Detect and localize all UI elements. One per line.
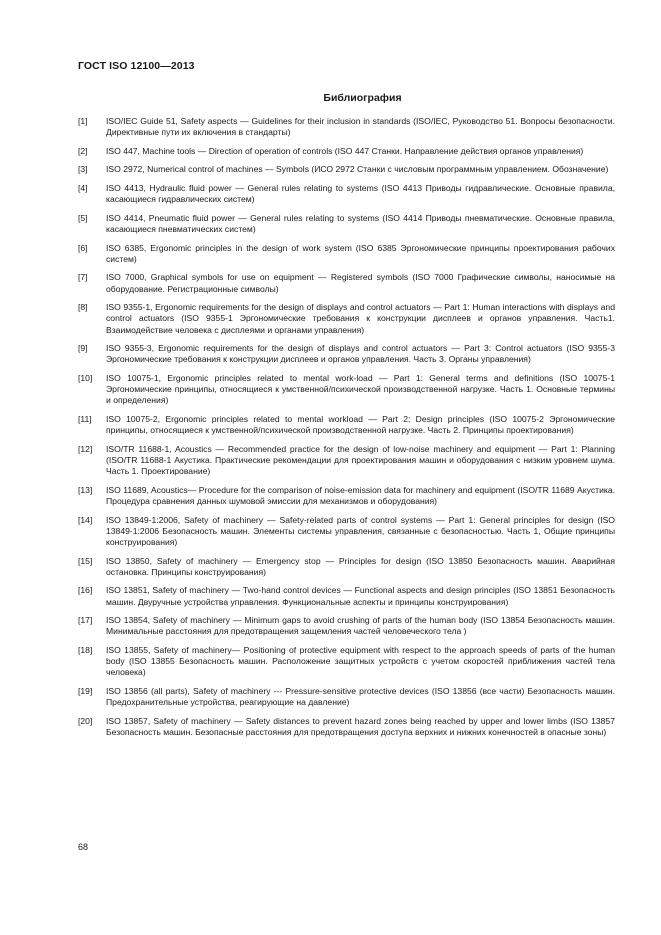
bibliography-item-text: ISO 6385, Ergonomic principles in the design of work system (ISO 6385 Эргономические принципы проектирования рабочих систем) [106,242,615,264]
bibliography-item-text: ISO 13856 (all parts), Safety of machinery --- Pressure-sensitive protective devices (ISO 13856 (все части) Безопасность машин. Предохранительные устройства, реагирующие на давление) [106,685,615,708]
bibliography-item-number: [17] [78,615,93,626]
bibliography-item [78,485,615,507]
bibliography-item-number: [7] [78,272,88,283]
bibliography-item-number: [6] [78,242,88,253]
bibliography-item-number: [3] [78,164,88,175]
page-number: 68 [78,842,89,852]
bibliography-item-text: ISO 13854, Safety of machinery — Minimum gaps to avoid crushing of parts of the human body (ISO 13854 Безопасность машин. Минимальные расстояния для предотвращения защемления частей человеческого тела ) [106,615,615,637]
bibliography-item-number: [2] [78,145,88,156]
bibliography-item-text: ISO 9355-3, Ergonomic requirements for the design of displays and control actuators — Part 3: Control actuators (ISO 9355-3 Эргономические требования к конструкции дисплеев и органов управления. Часть 3. Органы управления) [106,343,615,365]
bibliography-item-number: [10] [78,372,93,383]
bibliography-item-text: ISO 447, Machine tools — Direction of operation of controls (ISO 447 Станки. Направление действия органов управления) [106,145,584,156]
bibliography-item-text: ISO 7000, Graphical symbols for use on equipment — Registered symbols (ISO 7000 Графические символы, наносимые на оборудование. Регистрационные символы) [106,272,615,294]
bibliography-item-text: ISO 10075-2, Ergonomic principles related to mental workload — Part 2: Design principles (ISO 10075-2 Эргономические принципы, относящиеся к умственной/психической производственной нагрузке. Часть 2. Принципы проектирования) [106,413,615,436]
bibliography-item [78,645,615,679]
bibliography-item-text: ISO 13857, Safety of machinery — Safety distances to prevent hazard zones being reached by upper and lower limbs (ISO 13857 Безопасность машин. Безопасные расстояния для предотвращения доступа верхних и нижних конечностей в опасные зоны) [106,715,615,737]
bibliography-item [78,272,615,294]
bibliography-item [78,615,615,637]
bibliography-item [78,444,615,478]
bibliography-item-text: ISO 13850, Safety of machinery — Emergency stop — Principles for design (ISO 13850 Безопасность машин. Аварийная остановка. Принципы конструирования) [106,555,615,577]
bibliography-item-number: [12] [78,443,93,454]
bibliography-item [78,515,615,549]
bibliography-item [78,373,615,407]
bibliography-item-number: [15] [78,555,93,566]
bibliography-item-number: [18] [78,644,93,655]
bibliography-item [78,183,615,205]
bibliography-item-text: ISO 10075-1, Ergonomic principles related to mental work-load — Part 1: General terms and definitions (ISO 10075-1 Эргономические принципы, относящиеся к умственной/психической производственной нагрузке. Часть 1. Основные термины и определения) [106,372,615,406]
bibliography-item-number: [8] [78,302,88,313]
bibliography-item-number: [1] [78,116,88,126]
bibliography-item-number: [5] [78,212,88,223]
bibliography-item [78,213,615,235]
bibliography-item [78,585,615,607]
bibliography-item [78,146,615,157]
section-title: Библиография [323,92,402,104]
bibliography-item-number: [19] [78,685,93,696]
bibliography-item-number: [4] [78,182,88,193]
bibliography-item [78,716,615,738]
bibliography-item-text: ISO 13849-1:2006, Safety of machinery — Safety-related parts of control systems — Part 1: General principles for design (ISO 13849-1:2006 Безопасность машин. Элементы системы управления, связанные с безопасностью. Часть 1, Общие принципы конструирования) [106,514,615,547]
bibliography-item-text: ISO 2972, Numerical control of machines — Symbols (ИСО 2972 Станки с числовым программным управлением. Обозначение) [106,164,609,175]
bibliography-item [78,414,615,436]
bibliography-item-text: ISO 13851, Safety of machinery — Two-hand control devices — Functional aspects and design principles (ISO 13851 Безопасность машин. Двуручные устройства управления. Функциональные аспекты и принципы конструирования) [106,585,615,607]
document-header: ГОСТ ISO 12100—2013 [78,60,195,72]
bibliography-item [78,686,615,708]
bibliography-item [78,302,615,336]
bibliography-item-number: [20] [78,715,93,726]
bibliography-list [78,116,615,746]
bibliography-item-number: [9] [78,343,88,354]
bibliography-item-number: [13] [78,484,93,495]
bibliography-item [78,343,615,365]
bibliography-item [78,556,615,578]
bibliography-item-number: [14] [78,514,93,525]
bibliography-item-number: [11] [78,413,92,424]
bibliography-item-text: ISO 13855, Safety of machinery— Positioning of protective equipment with respect to the approach speeds of parts of the human body (ISO 13855 Безопасность машин. Расположение защитных устройств с учетом скоростей приближения частей тела человека) [106,644,615,678]
bibliography-item-text: ISO 4413, Hydraulic fluid power — General rules relating to systems (ISO 4413 Приводы гидравлические. Основные правила, касающиеся гидравлических систем) [106,182,615,205]
bibliography-item [78,116,615,138]
bibliography-item-text: ISO/TR 11688-1, Acoustics — Recommended practice for the design of low-noise machinery and equipment — Part 1: Planning (ISO/TR 11688-1 Акустика. Практические рекомендации для проектирования машин и оборудования с низким уровнем шума. Часть 1. Проектирование) [106,443,615,477]
bibliography-item [78,164,615,175]
bibliography-item [78,243,615,265]
bibliography-item-number: [16] [78,585,93,596]
bibliography-item-text: ISO 4414, Pneumatic fluid power — General rules relating to systems (ISO 4414 Приводы пневматические. Основные правила, касающиеся пневматических систем) [106,212,615,234]
bibliography-item-text: ISO 9355-1, Ergonomic requirements for the design of displays and control actuators — Part 1: Human interactions with displays and control actuators (ISO 9355-1 Эргономические требования к конструкции дисплеев и органов управления. Часть1. Взаимодействие человека с дисплеями и органами управления) [106,302,615,335]
bibliography-item-text: ISO 11689, Acoustics— Procedure for the comparison of noise-emission data for machinery and equipment (ISO/TR 11689 Акустика. Процедура сравнения данных шумовой эмиссии для механизмов и оборудования) [106,484,615,506]
bibliography-item-text: ISO/IEC Guide 51, Safety aspects — Guidelines for their inclusion in standards (ISO/IEC, Руководство 51. Вопросы безопасности. Директивные пути их включения в стандарты) [106,116,615,138]
